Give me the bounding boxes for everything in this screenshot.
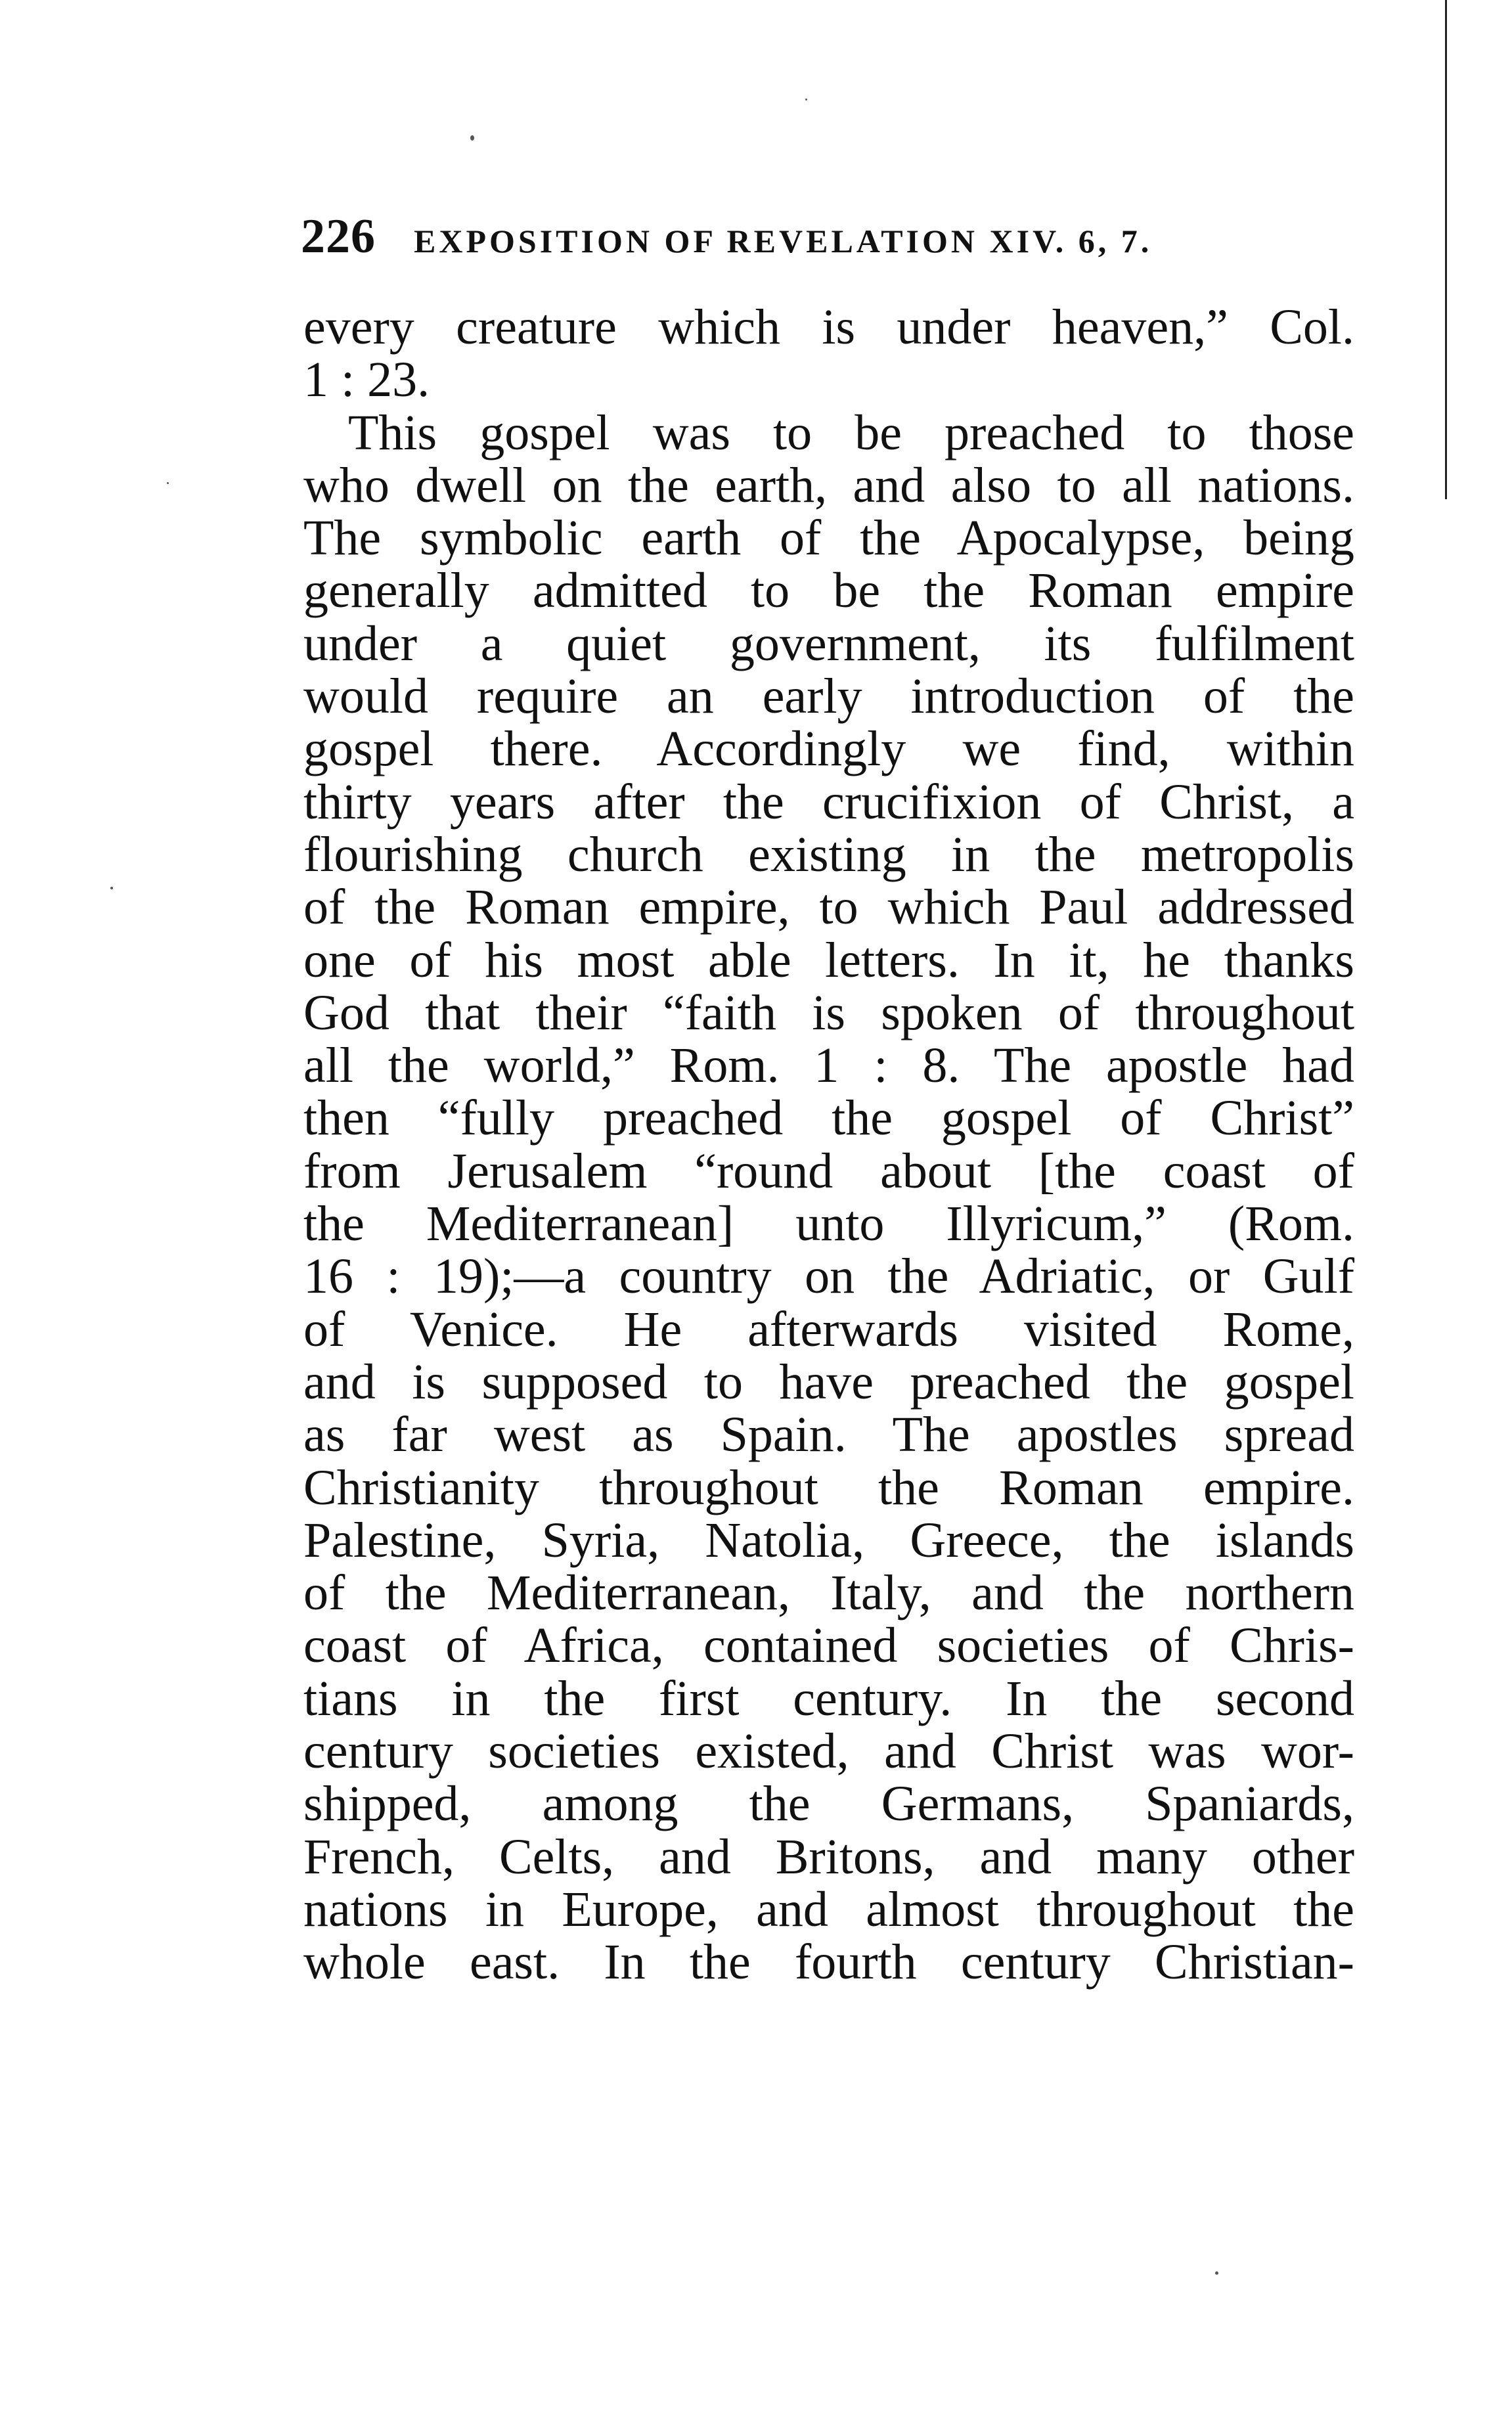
ink-speck	[167, 482, 169, 484]
text-line: one of his most able letters. In it, he thanks	[303, 932, 1354, 988]
text-line: nations in Europe, and almost throughout the	[303, 1881, 1354, 1937]
running-header	[301, 209, 1240, 261]
text-line: gospel there. Accordingly we find, within	[303, 721, 1354, 777]
text-line: The symbolic earth of the Apocalypse, being	[303, 510, 1354, 566]
text-line: of the Mediterranean, Italy, and the northern	[303, 1565, 1354, 1621]
text-line: then “fully preached the gospel of Christ”	[303, 1090, 1354, 1146]
text-line: coast of Africa, contained societies of Chris-	[303, 1618, 1354, 1674]
text-line: as far west as Spain. The apostles spread	[303, 1407, 1354, 1463]
text-line: all the world,” Rom. 1 : 8. The apostle had	[303, 1038, 1354, 1094]
text-line: whole east. In the fourth century Christian-	[303, 1934, 1354, 1990]
text-line: generally admitted to be the Roman empire	[303, 563, 1354, 619]
ink-speck	[470, 135, 474, 141]
text-line: Christianity throughout the Roman empire.	[303, 1460, 1354, 1515]
text-line: under a quiet government, its fulfilment	[303, 615, 1354, 671]
text-line: from Jerusalem “round about [the coast of	[303, 1143, 1354, 1199]
text-line: thirty years after the crucifixion of Christ, a	[303, 774, 1354, 830]
body-text	[303, 301, 1354, 1989]
text-line: tians in the first century. In the second	[303, 1670, 1354, 1726]
page-number: 226	[301, 210, 376, 263]
text-line: the Mediterranean] unto Illyricum,” (Rom.	[303, 1196, 1354, 1252]
ink-speck	[1215, 2271, 1218, 2275]
text-line: of Venice. He afterwards visited Rome,	[303, 1301, 1354, 1357]
text-line: and is supposed to have preached the gospel	[303, 1354, 1354, 1410]
text-line: flourishing church existing in the metropolis	[303, 826, 1354, 882]
text-line: would require an early introduction of the	[303, 669, 1354, 725]
text-line: who dwell on the earth, and also to all nations.	[303, 457, 1354, 513]
text-line: French, Celts, and Britons, and many other	[303, 1829, 1354, 1885]
text-line: 16 : 19);—a country on the Adriatic, or Gulf	[303, 1249, 1354, 1305]
running-head-title: EXPOSITION OF REVELATION XIV. 6, 7.	[414, 223, 1153, 259]
ink-speck	[805, 99, 807, 100]
page-edge-line	[1445, 0, 1447, 499]
text-line: every creature which is under heaven,” Col.	[303, 300, 1354, 355]
text-line: 1 : 23.	[303, 352, 430, 408]
text-line: Palestine, Syria, Natolia, Greece, the islands	[303, 1512, 1354, 1568]
text-line: God that their “faith is spoken of throughout	[303, 985, 1354, 1040]
ink-speck	[110, 887, 113, 889]
text-line: century societies existed, and Christ was wor-	[303, 1724, 1354, 1779]
text-line: This gospel was to be preached to those	[348, 405, 1354, 460]
text-line: shipped, among the Germans, Spaniards,	[303, 1776, 1354, 1832]
text-line: of the Roman empire, to which Paul addressed	[303, 880, 1354, 935]
